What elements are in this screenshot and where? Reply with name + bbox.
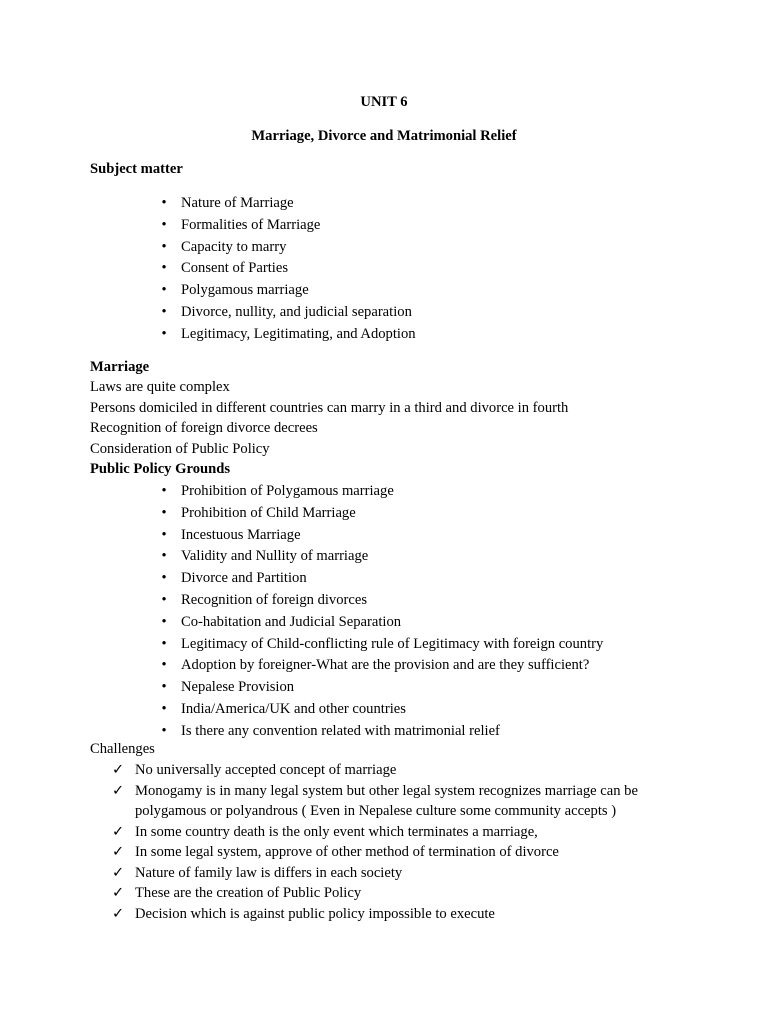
list-item (157, 677, 603, 699)
bullet-icon: • (161, 526, 167, 543)
marriage-line: Consideration of Public Policy (90, 440, 270, 457)
list-item (157, 503, 603, 525)
subject-matter-list (157, 193, 416, 346)
bullet-icon: • (161, 591, 167, 608)
document-title: Marriage, Divorce and Matrimonial Relief (251, 128, 517, 144)
list-item (157, 699, 603, 721)
list-item (112, 863, 692, 884)
list-item (157, 590, 603, 612)
list-item-text: Nepalese Provision (181, 679, 295, 696)
bullet-icon: • (161, 216, 167, 233)
checkmark-icon: ✓ (112, 844, 125, 860)
unit-title: UNIT 6 (360, 94, 408, 110)
list-item (112, 781, 692, 822)
list-item-text: Nature of family law is differs in each society (135, 864, 403, 881)
marriage-line: Recognition of foreign divorce decrees (90, 420, 318, 437)
list-item-text: Decision which is against public policy impossible to execute (135, 905, 495, 922)
checkmark-icon: ✓ (112, 782, 125, 799)
bullet-icon: • (161, 325, 167, 342)
list-item (157, 215, 416, 237)
subject-matter-heading: Subject matter (90, 161, 183, 177)
list-item-text: Consent of Parties (181, 260, 289, 277)
list-item (157, 237, 416, 259)
bullet-icon: • (161, 483, 167, 499)
list-item-text: India/America/UK and other countries (181, 700, 406, 717)
list-item-text: Incestuous Marriage (181, 526, 301, 543)
bullet-icon: • (161, 548, 167, 565)
bullet-icon: • (161, 238, 167, 255)
list-item (157, 193, 416, 215)
bullet-icon: • (161, 613, 167, 630)
list-item-text: Divorce, nullity, and judicial separation (181, 303, 412, 320)
bullet-icon: • (161, 635, 167, 652)
checkmark-icon: ✓ (112, 885, 125, 901)
list-item-text: Nature of Marriage (181, 195, 294, 211)
list-item-text: Recognition of foreign divorces (181, 591, 368, 608)
list-item-text: Polygamous marriage (181, 282, 309, 299)
list-item (157, 302, 416, 324)
list-item (157, 258, 416, 280)
list-item (112, 760, 692, 781)
marriage-line: Persons domiciled in different countries can marry in a third and divorce in fourth (90, 399, 569, 416)
public-policy-heading: Public Policy Grounds (90, 460, 231, 477)
marriage-heading: Marriage (90, 359, 150, 375)
bullet-icon: • (161, 679, 167, 696)
list-item-text: Prohibition of Child Marriage (181, 504, 356, 521)
list-item (157, 721, 603, 743)
list-item-text: Is there any convention related with matrimonial relief (181, 722, 500, 739)
list-item (112, 883, 692, 904)
list-item (157, 481, 603, 503)
bullet-icon: • (161, 657, 167, 674)
list-item-text: Adoption by foreigner-What are the provision and are they sufficient? (181, 657, 590, 674)
list-item (157, 655, 603, 677)
list-item (157, 634, 603, 656)
list-item-text: Monogamy is in many legal system but other legal system recognizes marriage can be polygamous or polyandrous ( Even in Nepalese culture some community accepts ) (135, 782, 638, 819)
list-item (157, 568, 603, 590)
list-item-text: Legitimacy, Legitimating, and Adoption (181, 325, 416, 342)
list-item (112, 822, 692, 843)
checkmark-icon: ✓ (112, 762, 125, 778)
checkmark-icon: ✓ (112, 905, 125, 922)
list-item (157, 525, 603, 547)
marriage-section (90, 357, 568, 479)
list-item (112, 904, 692, 925)
list-item-text: Legitimacy of Child-conflicting rule of Legitimacy with foreign country (181, 635, 604, 652)
marriage-line: Laws are quite complex (90, 379, 230, 396)
list-item-text: Validity and Nullity of marriage (181, 548, 369, 565)
bullet-icon: • (161, 282, 167, 299)
list-item-text: In some country death is the only event which terminates a marriage, (135, 823, 538, 840)
list-item (112, 842, 692, 863)
list-item (157, 324, 416, 346)
checkmark-icon: ✓ (112, 864, 125, 881)
list-item-text: These are the creation of Public Policy (135, 885, 362, 901)
challenges-label: Challenges (90, 741, 155, 757)
bullet-icon: • (161, 260, 167, 277)
bullet-icon: • (161, 195, 167, 211)
bullet-icon: • (161, 504, 167, 521)
list-item-text: Divorce and Partition (181, 570, 307, 587)
checkmark-icon: ✓ (112, 823, 125, 840)
bullet-icon: • (161, 303, 167, 320)
bullet-icon: • (161, 700, 167, 717)
list-item-text: Co-habitation and Judicial Separation (181, 613, 402, 630)
list-item-text: Prohibition of Polygamous marriage (181, 483, 394, 499)
list-item (157, 612, 603, 634)
list-item-text: Formalities of Marriage (181, 216, 321, 233)
list-item-text: In some legal system, approve of other method of termination of divorce (135, 844, 559, 860)
challenges-list (112, 760, 692, 924)
list-item-text: No universally accepted concept of marriage (135, 762, 397, 778)
list-item-text: Capacity to marry (181, 238, 287, 255)
bullet-icon: • (161, 722, 167, 739)
bullet-icon: • (161, 570, 167, 587)
list-item (157, 546, 603, 568)
list-item (157, 280, 416, 302)
public-policy-list (157, 481, 603, 743)
